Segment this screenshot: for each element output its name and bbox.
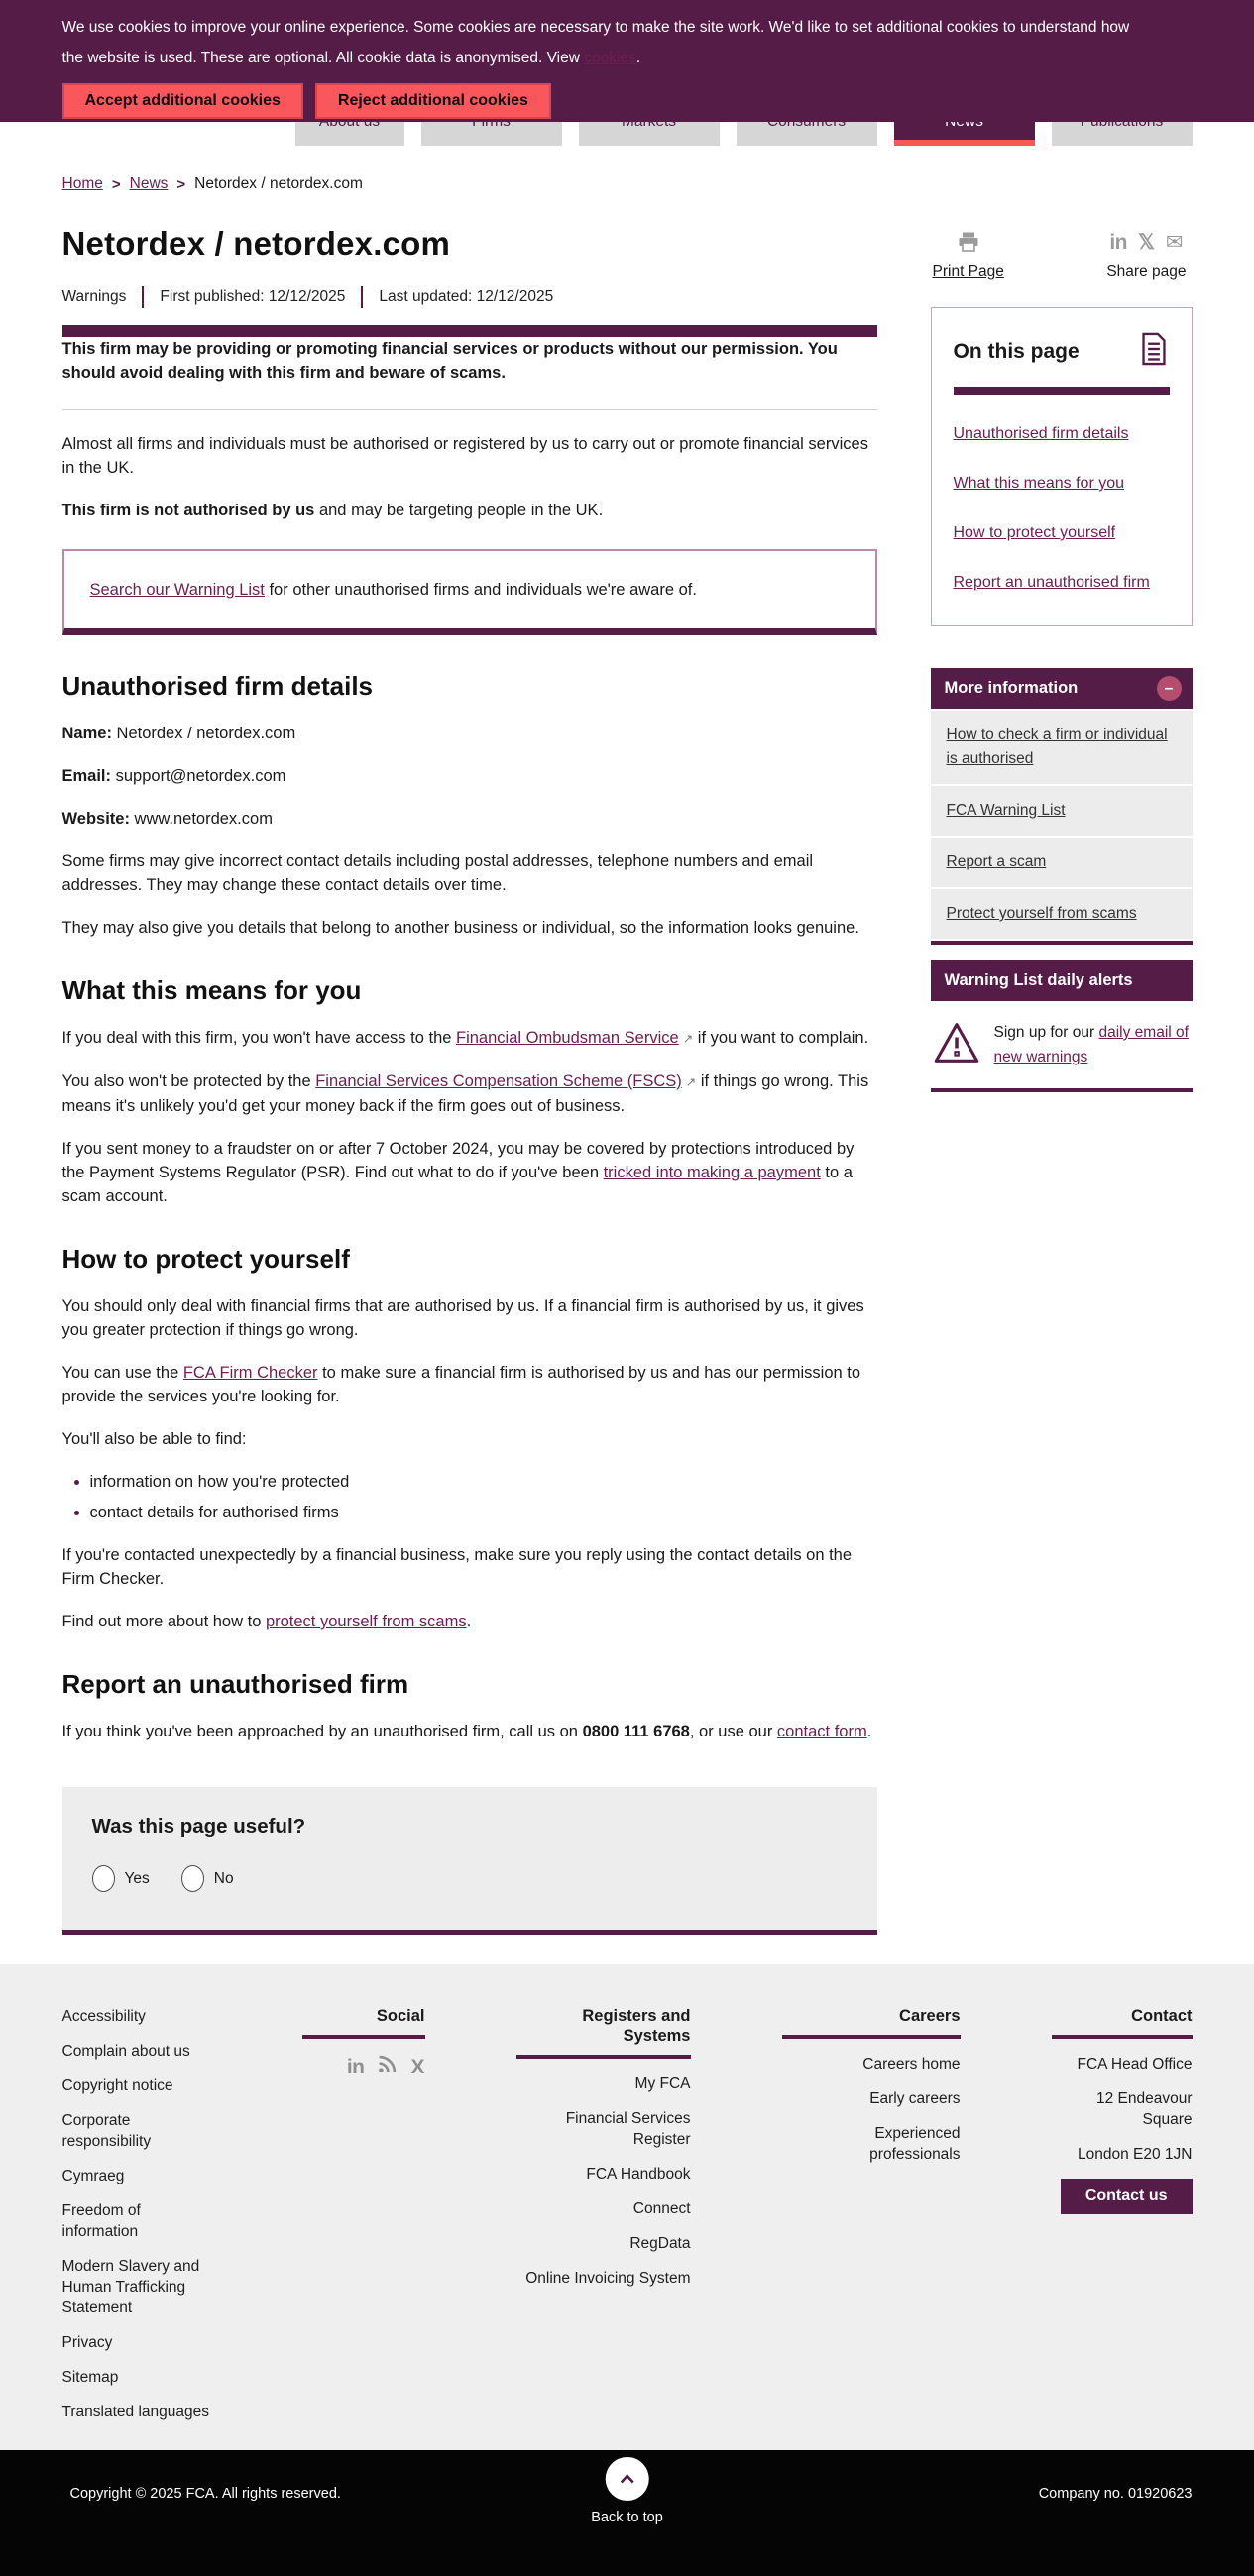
paragraph: They may also give you details that belong to another business or individual, so the information looks genuine. — [61, 919, 859, 937]
feedback-box — [62, 1787, 877, 1935]
radio-label: No — [213, 1869, 234, 1887]
footer-link-connect[interactable]: Connect — [632, 2200, 691, 2217]
footer-link-privacy[interactable]: Privacy — [61, 2334, 113, 2351]
more-info-item[interactable] — [931, 838, 1193, 887]
meta-separator — [361, 286, 363, 308]
paragraph: Email: support@netordex.com — [61, 767, 286, 785]
paragraph: You can use the FCA Firm Checker to make sure a financial firm is authorised by us and has our permission to provide the services you're looking for. — [61, 1364, 861, 1405]
footer-link-cymraeg[interactable]: Cymraeg — [61, 2168, 125, 2184]
link-daily-email-of-new-warnings[interactable]: daily email of new warnings — [993, 1024, 1189, 1065]
toc-links — [954, 422, 1170, 594]
paragraph: Find out more about how to protect yourself from scams. — [61, 1613, 472, 1630]
section-heading-what-this-means-for-you: What this means for you — [61, 975, 362, 1005]
back-to-top-label[interactable]: Back to top — [591, 2510, 663, 2525]
footer-column-social — [302, 2006, 425, 2436]
daily-alerts-box — [931, 960, 1193, 1092]
paragraph: If you think you've been approached by an unauthorised firm, call us on 0800 111 6768, or use our contact form. — [61, 1723, 872, 1740]
footer-column-legal — [62, 2006, 211, 2436]
footer-column-careers — [782, 2006, 961, 2436]
feedback-options — [92, 1865, 848, 1892]
radio-circle-icon[interactable] — [181, 1865, 204, 1892]
daily-alerts-bottom-bar — [931, 1088, 1193, 1092]
article — [62, 193, 877, 1935]
article-category: Warnings — [61, 288, 127, 305]
link-protect-yourself-from-scams[interactable]: protect yourself from scams — [265, 1613, 467, 1630]
footer-accent-bar — [1052, 2035, 1193, 2039]
paragraph: You also won't be protected by the Financial Services Compensation Scheme (FSCS) ↗ if things go wrong. This means it's unlikely you'd get your money back if the firm goes out of business. — [61, 1072, 869, 1115]
footer-link-translated-languages[interactable]: Translated languages — [61, 2404, 209, 2420]
link-contact-form[interactable]: contact form — [776, 1723, 867, 1740]
bold-text: Website: — [61, 810, 135, 828]
share-label: Share page — [1106, 263, 1187, 280]
more-info-link-report-a-scam[interactable]: Report a scam — [946, 853, 1047, 870]
cookie-banner — [0, 0, 1254, 122]
share-action — [1106, 229, 1186, 280]
footer-link-early-careers[interactable]: Early careers — [869, 2090, 961, 2107]
list-item: • contact details for authorised firms — [90, 1501, 877, 1524]
rss-icon[interactable] — [377, 2054, 398, 2079]
paragraph: Almost all firms and individuals must be authorised or registered by us to carry out or promote financial services in the UK. — [61, 435, 868, 477]
feedback-radio-yes[interactable] — [92, 1865, 150, 1892]
accept-cookies-button[interactable]: Accept additional cookies — [62, 83, 303, 119]
footer-accent-bar — [782, 2035, 961, 2039]
footer-accent-bar — [302, 2035, 425, 2039]
feedback-question: Was this page useful? — [91, 1815, 306, 1838]
section-heading-unauthorised-firm-details: Unauthorised firm details — [61, 671, 373, 701]
cookie-message: We use cookies to improve your online experience. Some cookies are necessary to make the site work. We'd like to set additional cookies to understand how the website is used. These are optional. All cookie data is anonymised. View cookies. — [61, 19, 1130, 66]
footer-link-accessibility[interactable]: Accessibility — [61, 2008, 146, 2025]
paragraph: If you're contacted unexpectedly by a financial business, make sure you reply using the contact details on the Firm Checker. — [61, 1546, 853, 1588]
more-info-item[interactable] — [931, 711, 1193, 784]
print-icon — [933, 229, 1004, 255]
footer-social-icons — [302, 2054, 425, 2079]
footer-link-freedom-of-information[interactable]: Freedom of information — [61, 2202, 141, 2240]
more-information-links — [931, 711, 1193, 939]
footer-link-sitemap[interactable]: Sitemap — [61, 2369, 119, 2386]
toc-link-report-an-unauthorised-firm[interactable]: Report an unauthorised firm — [953, 574, 1150, 591]
toc-link-what-this-means-for-you[interactable]: What this means for you — [953, 475, 1125, 492]
linkedin-icon[interactable]: in — [1109, 230, 1127, 254]
footer-heading-registers-and-systems: Registers and Systems — [582, 2007, 691, 2045]
footer-text-london-e20-1jn: London E20 1JN — [1078, 2146, 1193, 2163]
document-icon — [1138, 332, 1170, 371]
back-to-top-button[interactable] — [591, 2457, 663, 2525]
contact-us-button[interactable]: Contact us — [1061, 2179, 1193, 2214]
feedback-radio-no[interactable] — [181, 1865, 234, 1892]
footer-columns — [62, 2006, 1193, 2436]
footer-link-corporate-responsibility[interactable]: Corporate responsibility — [61, 2112, 152, 2150]
chevron-up-icon[interactable] — [605, 2457, 648, 2501]
footer-link-copyright-notice[interactable]: Copyright notice — [61, 2077, 173, 2094]
footer-text-fca-head-office: FCA Head Office — [1077, 2056, 1193, 2072]
external-link-icon: ↗ — [682, 1032, 694, 1046]
page-title: Netordex / netordex.com — [61, 225, 451, 262]
more-info-item[interactable] — [931, 889, 1193, 939]
article-body — [62, 409, 877, 1743]
footer-link-experienced-professionals[interactable]: Experienced professionals — [869, 2125, 961, 2163]
section-heading-report-an-unauthorised-firm: Report an unauthorised firm — [61, 1669, 409, 1699]
warning-triangle-icon — [933, 1021, 980, 1069]
reject-cookies-button[interactable]: Reject additional cookies — [315, 83, 551, 119]
more-info-link-how-to-check-a-firm-or-individual-is-authorised[interactable]: How to check a firm or individual is authorised — [946, 727, 1168, 767]
meta-separator — [142, 286, 144, 308]
breadcrumb-current: Netordex / netordex.com — [194, 175, 363, 192]
breadcrumb-news[interactable]: News — [129, 175, 169, 192]
chevron-right-icon: > — [176, 175, 186, 193]
paragraph: If you deal with this firm, you won't have access to the Financial Ombudsman Service ↗ if you want to complain. — [61, 1029, 869, 1047]
footer-bottom-bar — [0, 2450, 1254, 2576]
mail-icon[interactable]: ✉ — [1165, 230, 1184, 254]
paragraph: You should only deal with financial firms that are authorised by us. If a financial firm is authorised by us, it gives you greater protection if things go wrong. — [61, 1297, 864, 1339]
footer-link-my-fca[interactable]: My FCA — [634, 2075, 691, 2092]
paragraph: You'll also be able to find: — [61, 1430, 247, 1448]
cookie-buttons — [62, 83, 1193, 119]
paragraph: Website: www.netordex.com — [61, 810, 273, 828]
external-link-icon: ↗ — [685, 1075, 697, 1089]
footer-link-complain-about-us[interactable]: Complain about us — [61, 2043, 190, 2060]
site-footer — [0, 1964, 1254, 2450]
more-information-box — [931, 668, 1193, 945]
bold-text: Name: — [61, 725, 117, 742]
article-date: First published: 12/12/2025 — [160, 288, 346, 305]
more-information-header — [931, 668, 1193, 709]
bold-text: 0800 111 6768 — [582, 1723, 690, 1740]
radio-circle-icon[interactable] — [92, 1865, 115, 1892]
paragraph: Search our Warning List for other unauthorised firms and individuals we're aware of. — [89, 581, 697, 599]
footer-link-online-invoicing-system[interactable]: Online Invoicing System — [525, 2270, 691, 2287]
x-icon[interactable]: X — [410, 2055, 425, 2078]
toc-accent-bar — [954, 387, 1170, 395]
link-tricked-into-making-a-payment[interactable]: tricked into making a payment — [603, 1164, 821, 1181]
on-this-page-box — [931, 307, 1193, 626]
paragraph: Some firms may give incorrect contact details including postal addresses, telephone numbers and email addresses. They may change these contact details over time. — [61, 852, 814, 894]
footer-text-12-endeavour-square: 12 Endeavour Square — [1095, 2090, 1193, 2128]
chevron-right-icon: > — [111, 175, 121, 193]
toc-link-unauthorised-firm-details[interactable]: Unauthorised firm details — [953, 425, 1129, 442]
article-meta — [62, 286, 877, 308]
more-info-link-fca-warning-list[interactable]: FCA Warning List — [946, 802, 1066, 819]
company-number: Company no. 01920623 — [1038, 2486, 1193, 2502]
footer-column-contact — [1052, 2006, 1193, 2436]
print-action[interactable] — [933, 229, 1004, 280]
bold-text: This firm is not authorised by us — [61, 502, 315, 519]
toc-link-how-to-protect-yourself[interactable]: How to protect yourself — [953, 524, 1116, 541]
footer-link-financial-services-register[interactable]: Financial Services Register — [565, 2110, 691, 2148]
bold-text: Email: — [61, 767, 116, 785]
warning-list-callout — [62, 549, 877, 635]
link-financial-services-compensation-scheme-fscs[interactable]: Financial Services Compensation Scheme (FSCS) — [315, 1072, 682, 1090]
list-item: • information on how you're protected — [90, 1470, 877, 1494]
page-actions — [931, 229, 1193, 280]
footer-heading-careers: Careers — [899, 2007, 961, 2025]
paragraph: Name: Netordex / netordex.com — [61, 725, 296, 742]
print-label[interactable]: Print Page — [932, 263, 1004, 280]
more-information-title: More information — [944, 679, 1079, 697]
share-icons — [1106, 229, 1186, 255]
paragraph: This firm is not authorised by us and may be targeting people in the UK. — [61, 502, 604, 519]
daily-alerts-text: Sign up for our daily email of new warnings — [993, 1024, 1189, 1065]
footer-heading-contact: Contact — [1131, 2007, 1193, 2025]
footer-heading-social: Social — [376, 2007, 425, 2025]
link-fca-firm-checker[interactable]: FCA Firm Checker — [182, 1364, 318, 1382]
footer-link-fca-handbook[interactable]: FCA Handbook — [586, 2166, 691, 2183]
article-date: Last updated: 12/12/2025 — [379, 288, 554, 305]
footer-column-registers-and-systems — [516, 2006, 691, 2436]
x-icon[interactable]: 𝕏 — [1137, 230, 1155, 254]
section-divider — [62, 409, 877, 410]
collapse-icon[interactable]: – — [1157, 676, 1182, 701]
footer-link-regdata[interactable]: RegData — [629, 2235, 691, 2252]
link-financial-ombudsman-service[interactable]: Financial Ombudsman Service — [456, 1029, 679, 1047]
daily-alerts-header: Warning List daily alerts — [931, 960, 1193, 1001]
on-this-page-title: On this page — [953, 339, 1080, 363]
footer-link-modern-slavery-and-human-trafficking-statement[interactable]: Modern Slavery and Human Trafficking Statement — [61, 2258, 200, 2316]
more-info-link-protect-yourself-from-scams[interactable]: Protect yourself from scams — [946, 905, 1137, 922]
more-information-bottom-bar — [931, 941, 1193, 945]
copyright-text: Copyright © 2025 FCA. All rights reserved. — [69, 2486, 341, 2502]
more-info-item[interactable] — [931, 786, 1193, 836]
link-search-our-warning-list[interactable]: Search our Warning List — [89, 581, 265, 599]
sidebar — [931, 193, 1193, 1092]
bullet-list — [62, 1470, 877, 1524]
title-accent-bar — [62, 325, 877, 337]
link-cookies[interactable]: cookies — [584, 50, 636, 66]
breadcrumb — [62, 175, 1193, 193]
paragraph: If you sent money to a fraudster on or after 7 October 2024, you may be covered by protections introduced by the Payment Systems Regulator (PSR). Find out what to do if you've been tricked into making a payment to a scam account. — [61, 1140, 855, 1205]
breadcrumb-home[interactable]: Home — [61, 175, 103, 192]
linkedin-icon[interactable]: in — [346, 2055, 365, 2078]
footer-accent-bar — [516, 2055, 691, 2059]
footer-link-careers-home[interactable]: Careers home — [862, 2056, 961, 2072]
article-lede: This firm may be providing or promoting financial services or products without our permission. You should avoid dealing with this firm and beware of scams. — [61, 340, 838, 382]
section-heading-how-to-protect-yourself: How to protect yourself — [61, 1244, 350, 1274]
radio-label: Yes — [124, 1869, 150, 1887]
